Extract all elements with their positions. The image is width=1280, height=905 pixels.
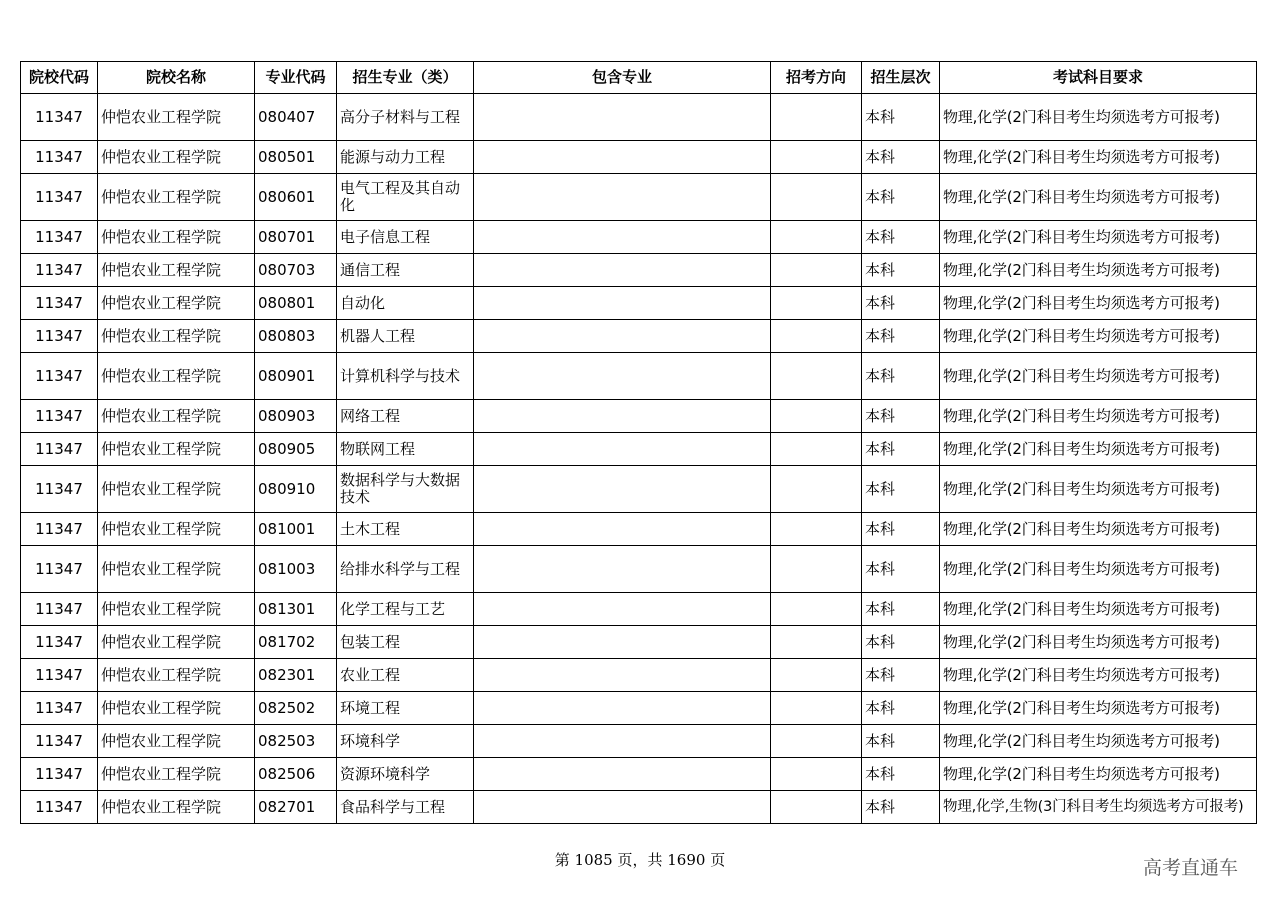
cell-school-code: 11347 xyxy=(21,174,98,221)
cell-major: 数据科学与大数据技术 xyxy=(337,466,474,513)
cell-major-code: 082301 xyxy=(255,659,337,692)
cell-school-code: 11347 xyxy=(21,221,98,254)
cell-included-majors xyxy=(474,221,771,254)
cell-included-majors xyxy=(474,254,771,287)
cell-school-code: 11347 xyxy=(21,141,98,174)
cell-included-majors xyxy=(474,758,771,791)
table-row xyxy=(21,593,1257,626)
table-row xyxy=(21,466,1257,513)
cell-level: 本科 xyxy=(862,546,940,593)
cell-subject-requirements: 物理,化学(2门科目考生均须选考方可报考) xyxy=(940,692,1257,725)
table-row xyxy=(21,626,1257,659)
cell-major: 环境工程 xyxy=(337,692,474,725)
table-row xyxy=(21,546,1257,593)
cell-major-code: 080903 xyxy=(255,400,337,433)
cell-school-code: 11347 xyxy=(21,400,98,433)
cell-subject-requirements: 物理,化学(2门科目考生均须选考方可报考) xyxy=(940,320,1257,353)
cell-direction xyxy=(771,659,862,692)
cell-level: 本科 xyxy=(862,320,940,353)
watermark: 高考直通车 xyxy=(1143,857,1239,879)
cell-level: 本科 xyxy=(862,254,940,287)
cell-subject-requirements: 物理,化学(2门科目考生均须选考方可报考) xyxy=(940,94,1257,141)
cell-major-code: 080501 xyxy=(255,141,337,174)
cell-direction xyxy=(771,174,862,221)
cell-included-majors xyxy=(474,593,771,626)
cell-major: 环境科学 xyxy=(337,725,474,758)
cell-school-code: 11347 xyxy=(21,513,98,546)
cell-school-name: 仲恺农业工程学院 xyxy=(98,725,255,758)
cell-major: 物联网工程 xyxy=(337,433,474,466)
cell-level: 本科 xyxy=(862,94,940,141)
cell-subject-requirements: 物理,化学(2门科目考生均须选考方可报考) xyxy=(940,141,1257,174)
table-row xyxy=(21,791,1257,824)
cell-school-code: 11347 xyxy=(21,466,98,513)
table-row xyxy=(21,725,1257,758)
table-row xyxy=(21,320,1257,353)
table-body xyxy=(21,94,1257,824)
header-direction: 招考方向 xyxy=(771,62,862,94)
cell-subject-requirements: 物理,化学(2门科目考生均须选考方可报考) xyxy=(940,758,1257,791)
cell-school-code: 11347 xyxy=(21,791,98,824)
cell-subject-requirements: 物理,化学(2门科目考生均须选考方可报考) xyxy=(940,287,1257,320)
cell-school-name: 仲恺农业工程学院 xyxy=(98,320,255,353)
cell-major-code: 080701 xyxy=(255,221,337,254)
cell-school-code: 11347 xyxy=(21,758,98,791)
cell-direction xyxy=(771,725,862,758)
table-header-row xyxy=(21,62,1257,94)
cell-direction xyxy=(771,320,862,353)
cell-subject-requirements: 物理,化学(2门科目考生均须选考方可报考) xyxy=(940,221,1257,254)
cell-included-majors xyxy=(474,466,771,513)
cell-included-majors xyxy=(474,433,771,466)
cell-subject-requirements: 物理,化学(2门科目考生均须选考方可报考) xyxy=(940,659,1257,692)
cell-school-code: 11347 xyxy=(21,725,98,758)
cell-major-code: 080803 xyxy=(255,320,337,353)
cell-major-code: 082506 xyxy=(255,758,337,791)
cell-school-code: 11347 xyxy=(21,626,98,659)
cell-school-name: 仲恺农业工程学院 xyxy=(98,400,255,433)
cell-school-code: 11347 xyxy=(21,433,98,466)
cell-level: 本科 xyxy=(862,791,940,824)
cell-included-majors xyxy=(474,791,771,824)
cell-direction xyxy=(771,141,862,174)
cell-school-code: 11347 xyxy=(21,254,98,287)
cell-school-name: 仲恺农业工程学院 xyxy=(98,287,255,320)
cell-school-name: 仲恺农业工程学院 xyxy=(98,758,255,791)
cell-school-name: 仲恺农业工程学院 xyxy=(98,593,255,626)
cell-included-majors xyxy=(474,513,771,546)
cell-school-name: 仲恺农业工程学院 xyxy=(98,174,255,221)
cell-major-code: 080901 xyxy=(255,353,337,400)
cell-school-name: 仲恺农业工程学院 xyxy=(98,254,255,287)
cell-major-code: 081301 xyxy=(255,593,337,626)
cell-school-code: 11347 xyxy=(21,320,98,353)
page-number: 第 1085 页，共 1690 页 xyxy=(554,851,726,869)
cell-direction xyxy=(771,400,862,433)
cell-subject-requirements: 物理,化学(2门科目考生均须选考方可报考) xyxy=(940,400,1257,433)
cell-major-code: 080905 xyxy=(255,433,337,466)
table-row xyxy=(21,513,1257,546)
cell-major: 通信工程 xyxy=(337,254,474,287)
cell-major: 资源环境科学 xyxy=(337,758,474,791)
cell-school-code: 11347 xyxy=(21,546,98,593)
table-row xyxy=(21,659,1257,692)
cell-level: 本科 xyxy=(862,626,940,659)
cell-direction xyxy=(771,758,862,791)
cell-major: 电气工程及其自动化 xyxy=(337,174,474,221)
cell-school-name: 仲恺农业工程学院 xyxy=(98,353,255,400)
cell-subject-requirements: 物理,化学(2门科目考生均须选考方可报考) xyxy=(940,593,1257,626)
cell-direction xyxy=(771,791,862,824)
table-row xyxy=(21,692,1257,725)
cell-level: 本科 xyxy=(862,353,940,400)
admissions-table xyxy=(20,61,1257,824)
cell-major-code: 081003 xyxy=(255,546,337,593)
cell-included-majors xyxy=(474,94,771,141)
table-row xyxy=(21,758,1257,791)
cell-school-code: 11347 xyxy=(21,287,98,320)
cell-included-majors xyxy=(474,725,771,758)
cell-included-majors xyxy=(474,692,771,725)
cell-major: 能源与动力工程 xyxy=(337,141,474,174)
cell-subject-requirements: 物理,化学(2门科目考生均须选考方可报考) xyxy=(940,626,1257,659)
cell-level: 本科 xyxy=(862,692,940,725)
cell-included-majors xyxy=(474,287,771,320)
cell-major-code: 080601 xyxy=(255,174,337,221)
cell-subject-requirements: 物理,化学(2门科目考生均须选考方可报考) xyxy=(940,546,1257,593)
cell-major-code: 080703 xyxy=(255,254,337,287)
cell-direction xyxy=(771,513,862,546)
header-major-code: 专业代码 xyxy=(255,62,337,94)
cell-school-code: 11347 xyxy=(21,692,98,725)
header-included-majors: 包含专业 xyxy=(474,62,771,94)
cell-major: 化学工程与工艺 xyxy=(337,593,474,626)
cell-major: 包装工程 xyxy=(337,626,474,659)
cell-major: 食品科学与工程 xyxy=(337,791,474,824)
cell-level: 本科 xyxy=(862,725,940,758)
cell-level: 本科 xyxy=(862,287,940,320)
cell-major: 高分子材料与工程 xyxy=(337,94,474,141)
cell-major: 农业工程 xyxy=(337,659,474,692)
cell-school-name: 仲恺农业工程学院 xyxy=(98,433,255,466)
table-row xyxy=(21,400,1257,433)
table-row xyxy=(21,174,1257,221)
cell-included-majors xyxy=(474,546,771,593)
header-level: 招生层次 xyxy=(862,62,940,94)
cell-level: 本科 xyxy=(862,758,940,791)
cell-direction xyxy=(771,546,862,593)
cell-level: 本科 xyxy=(862,174,940,221)
table-row xyxy=(21,141,1257,174)
cell-subject-requirements: 物理,化学(2门科目考生均须选考方可报考) xyxy=(940,174,1257,221)
cell-included-majors xyxy=(474,400,771,433)
table-row xyxy=(21,353,1257,400)
cell-level: 本科 xyxy=(862,659,940,692)
cell-direction xyxy=(771,626,862,659)
cell-direction xyxy=(771,433,862,466)
table-row xyxy=(21,433,1257,466)
table-row xyxy=(21,94,1257,141)
cell-school-code: 11347 xyxy=(21,353,98,400)
cell-major-code: 080801 xyxy=(255,287,337,320)
cell-major-code: 081702 xyxy=(255,626,337,659)
header-major: 招生专业（类） xyxy=(337,62,474,94)
cell-direction xyxy=(771,254,862,287)
cell-school-code: 11347 xyxy=(21,659,98,692)
cell-included-majors xyxy=(474,353,771,400)
cell-direction xyxy=(771,221,862,254)
cell-major: 机器人工程 xyxy=(337,320,474,353)
cell-included-majors xyxy=(474,174,771,221)
cell-subject-requirements: 物理,化学(2门科目考生均须选考方可报考) xyxy=(940,353,1257,400)
cell-direction xyxy=(771,94,862,141)
cell-major: 网络工程 xyxy=(337,400,474,433)
cell-level: 本科 xyxy=(862,221,940,254)
cell-major: 给排水科学与工程 xyxy=(337,546,474,593)
cell-major: 电子信息工程 xyxy=(337,221,474,254)
cell-included-majors xyxy=(474,320,771,353)
cell-level: 本科 xyxy=(862,593,940,626)
cell-direction xyxy=(771,593,862,626)
cell-school-name: 仲恺农业工程学院 xyxy=(98,466,255,513)
cell-subject-requirements: 物理,化学(2门科目考生均须选考方可报考) xyxy=(940,725,1257,758)
cell-included-majors xyxy=(474,141,771,174)
cell-school-name: 仲恺农业工程学院 xyxy=(98,659,255,692)
cell-major-code: 082502 xyxy=(255,692,337,725)
cell-direction xyxy=(771,466,862,513)
table-row xyxy=(21,287,1257,320)
cell-level: 本科 xyxy=(862,466,940,513)
cell-major: 计算机科学与技术 xyxy=(337,353,474,400)
cell-school-name: 仲恺农业工程学院 xyxy=(98,94,255,141)
table-row xyxy=(21,254,1257,287)
cell-school-name: 仲恺农业工程学院 xyxy=(98,692,255,725)
cell-major-code: 082503 xyxy=(255,725,337,758)
cell-subject-requirements: 物理,化学(2门科目考生均须选考方可报考) xyxy=(940,254,1257,287)
cell-level: 本科 xyxy=(862,400,940,433)
cell-subject-requirements: 物理,化学(2门科目考生均须选考方可报考) xyxy=(940,513,1257,546)
cell-level: 本科 xyxy=(862,513,940,546)
cell-subject-requirements: 物理,化学(2门科目考生均须选考方可报考) xyxy=(940,466,1257,513)
cell-school-name: 仲恺农业工程学院 xyxy=(98,513,255,546)
cell-major-code: 081001 xyxy=(255,513,337,546)
cell-subject-requirements: 物理,化学,生物(3门科目考生均须选考方可报考) xyxy=(940,791,1257,824)
cell-included-majors xyxy=(474,659,771,692)
cell-major: 自动化 xyxy=(337,287,474,320)
cell-level: 本科 xyxy=(862,141,940,174)
cell-included-majors xyxy=(474,626,771,659)
cell-major-code: 080407 xyxy=(255,94,337,141)
cell-school-name: 仲恺农业工程学院 xyxy=(98,626,255,659)
cell-school-name: 仲恺农业工程学院 xyxy=(98,546,255,593)
cell-major-code: 080910 xyxy=(255,466,337,513)
cell-major-code: 082701 xyxy=(255,791,337,824)
cell-school-name: 仲恺农业工程学院 xyxy=(98,791,255,824)
cell-school-name: 仲恺农业工程学院 xyxy=(98,221,255,254)
cell-subject-requirements: 物理,化学(2门科目考生均须选考方可报考) xyxy=(940,433,1257,466)
table-row xyxy=(21,221,1257,254)
cell-school-code: 11347 xyxy=(21,94,98,141)
cell-direction xyxy=(771,287,862,320)
header-subject-requirements: 考试科目要求 xyxy=(940,62,1257,94)
header-school-name: 院校名称 xyxy=(98,62,255,94)
cell-direction xyxy=(771,353,862,400)
cell-direction xyxy=(771,692,862,725)
header-school-code: 院校代码 xyxy=(21,62,98,94)
cell-level: 本科 xyxy=(862,433,940,466)
cell-school-code: 11347 xyxy=(21,593,98,626)
cell-school-name: 仲恺农业工程学院 xyxy=(98,141,255,174)
cell-major: 土木工程 xyxy=(337,513,474,546)
